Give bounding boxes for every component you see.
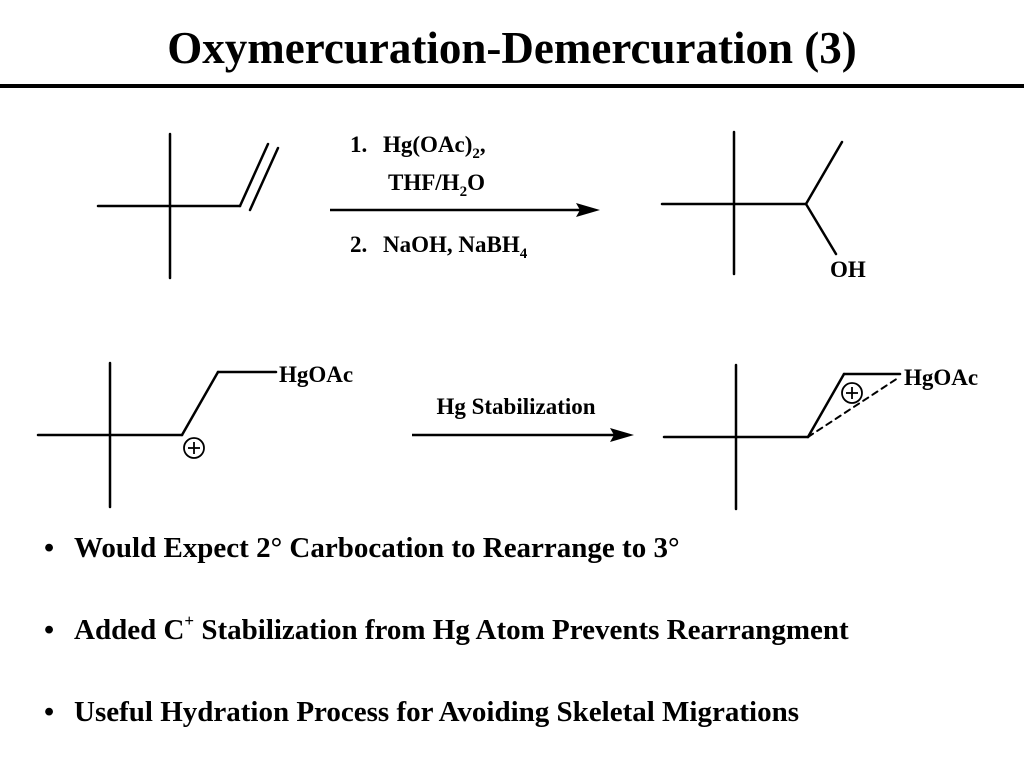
bond-diagonal — [808, 374, 844, 437]
step2-reagent-subscript: 4 — [519, 246, 528, 262]
step1-solvent-main: THF/H — [388, 170, 460, 195]
bond-methyl — [806, 142, 842, 204]
bullet-text-suffix: Stabilization from Hg Atom Prevents Rearrangment — [194, 614, 849, 646]
bullet-marker: • — [44, 532, 55, 564]
bridged-cation — [664, 365, 900, 509]
step2-number: 2. — [350, 232, 368, 257]
step1-solvent-tail: O — [467, 170, 485, 195]
bullet-text-prefix: Added C — [74, 614, 185, 646]
bullet-item — [44, 692, 799, 732]
hgoac-label-product: HgOAc — [904, 365, 979, 390]
bond-diagonal — [182, 372, 218, 435]
bond-hydroxyl — [806, 204, 836, 254]
bullet-item — [44, 528, 680, 568]
step1-conditions — [350, 132, 486, 162]
carbocation-intermediate — [38, 363, 276, 507]
bullet-marker: • — [44, 696, 55, 728]
step2-conditions — [350, 232, 528, 262]
double-bond-outer — [240, 144, 268, 206]
arrow-label-hg-stabilization: Hg Stabilization — [436, 394, 596, 419]
reactant-alkene — [98, 134, 278, 278]
bullet-item — [44, 610, 849, 650]
positive-charge-icon — [842, 383, 862, 403]
slide-title: Oxymercuration-Demercuration (3) — [167, 23, 857, 73]
hydroxyl-label: OH — [830, 257, 866, 282]
reaction-arrow-2 — [412, 428, 634, 442]
step2-reagent: NaOH, NaBH — [383, 232, 520, 257]
product-alcohol — [662, 132, 842, 274]
positive-charge-icon — [184, 438, 204, 458]
bullet-text: Useful Hydration Process for Avoiding Skeletal Migrations — [74, 696, 799, 728]
bullet-superscript: + — [184, 611, 195, 631]
reaction-arrow-1 — [330, 203, 600, 217]
bullet-text: Would Expect 2° Carbocation to Rearrange to 3° — [74, 532, 680, 564]
hgoac-label-reactant: HgOAc — [279, 362, 354, 387]
step1-reagent-subscript: 2 — [472, 146, 480, 162]
step1-number: 1. — [350, 132, 368, 157]
step1-reagent: Hg(OAc) — [383, 132, 473, 157]
step1-solvent-subscript: 2 — [459, 184, 468, 200]
step1-solvent — [388, 170, 485, 200]
double-bond-inner — [250, 148, 278, 210]
step1-reagent-comma: , — [479, 132, 486, 157]
bullet-marker: • — [44, 614, 55, 646]
